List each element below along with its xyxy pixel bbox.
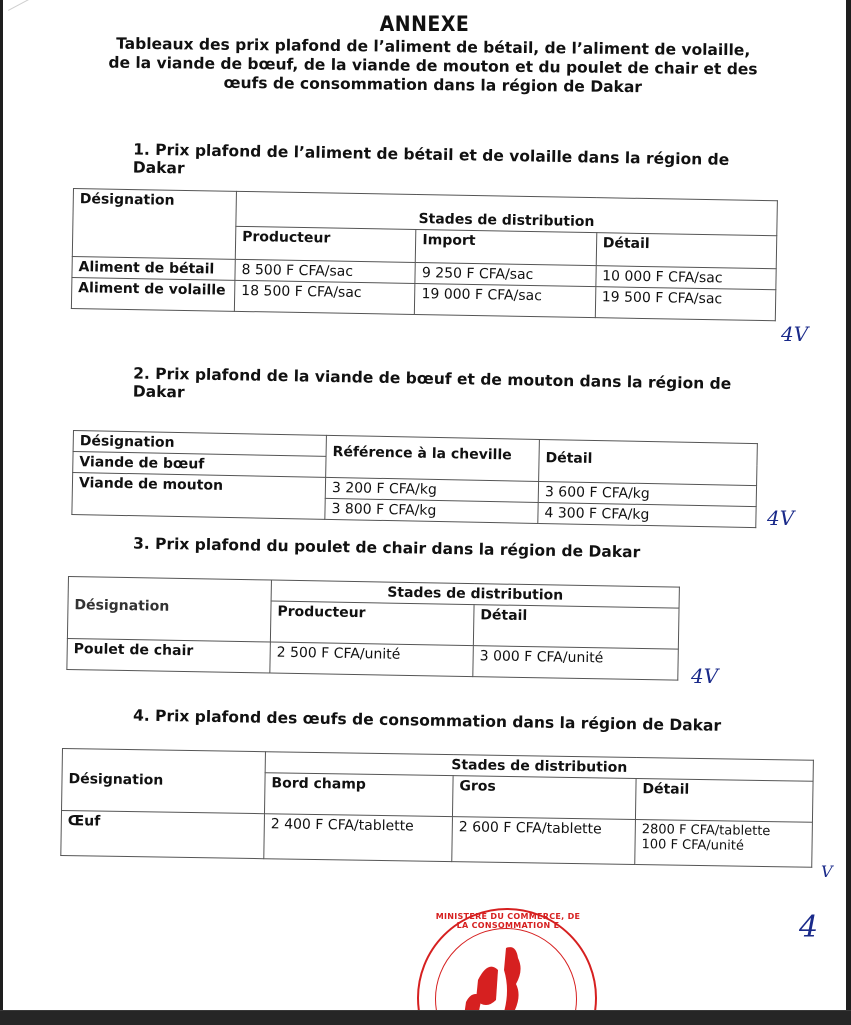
section-3-title	[133, 535, 763, 564]
cell-value: 3 000 F CFA/unité	[473, 646, 679, 681]
table-aliment	[71, 188, 778, 321]
section-number: 1.	[133, 140, 151, 159]
column-header: Producteur	[235, 226, 416, 262]
page-subtitle: Tableaux des prix plafond de l’aliment de bétail, de l’aliment de volaille, de la viande de bœuf, de la viande de mouton et du poulet de chair et des œufs de consommation dans la région de Dakar	[108, 34, 758, 97]
column-header: Détail	[596, 233, 777, 269]
designation-header: Désignation	[67, 577, 271, 643]
cell-value: 3 800 F CFA/kg	[325, 498, 538, 523]
cell-value-line: 100 F CFA/unité	[641, 837, 745, 854]
table-oeufs	[60, 748, 814, 868]
cell-value: 19 000 F CFA/sac	[415, 283, 596, 317]
stamp-text: MINISTERE DU COMMERCE, DE LA CONSOMMATION E	[435, 912, 581, 930]
cell-value: 10 000 F CFA/sac	[596, 266, 777, 290]
document-page	[3, 0, 846, 1010]
cell-value: 9 250 F CFA/sac	[415, 262, 596, 286]
row-label: Viande de mouton	[72, 473, 326, 520]
section-heading: Prix plafond du poulet de chair dans la région de Dakar	[154, 534, 641, 562]
cell-value	[635, 820, 813, 868]
column-header: Détail	[473, 605, 679, 650]
cell-value-line: 2800 F CFA/tablette	[641, 822, 771, 840]
column-header: Bord champ	[264, 773, 453, 817]
cell-value: 2 600 F CFA/tablette	[452, 817, 636, 865]
cell-value: 2 500 F CFA/unité	[270, 642, 474, 677]
handwritten-initials: 4V	[691, 664, 719, 688]
handwritten-initials: 4V	[767, 506, 795, 530]
designation-header: Désignation	[62, 749, 266, 814]
handwritten-initials: V	[821, 862, 833, 881]
group-header: Stades de distribution	[236, 191, 778, 235]
section-number: 3.	[132, 534, 150, 553]
section-1-title	[133, 141, 764, 188]
cell-value: 2 400 F CFA/tablette	[264, 814, 453, 862]
cell-value: 4 300 F CFA/kg	[538, 502, 756, 527]
viewer-bottom-bar	[0, 1010, 851, 1025]
table-poulet	[66, 576, 680, 681]
section-heading: Prix plafond de l’aliment de bétail et de volaille dans la région de Dakar	[132, 140, 730, 178]
row-label: Œuf	[61, 811, 265, 859]
section-4-title	[133, 707, 763, 736]
page-title: ANNEXE	[379, 12, 470, 36]
column-header: Producteur	[270, 601, 474, 646]
row-label: Poulet de chair	[67, 638, 271, 673]
handwritten-signature-mark: 4	[799, 910, 819, 945]
cell-value: 3 600 F CFA/kg	[538, 481, 756, 506]
stamp-emblem-icon	[458, 940, 548, 1010]
section-number: 2.	[133, 364, 151, 383]
group-header: Stades de distribution	[271, 580, 679, 608]
cell-value: 8 500 F CFA/sac	[235, 259, 416, 283]
designation-header: Désignation	[72, 189, 236, 260]
scan-artifact-line	[8, 0, 88, 11]
column-header: Détail	[635, 779, 813, 823]
row-label: Aliment de bétail	[72, 256, 235, 280]
designation-header: Désignation	[73, 431, 326, 457]
cell-value: 18 500 F CFA/sac	[234, 280, 415, 314]
cell-value: 3 200 F CFA/kg	[325, 477, 538, 502]
table-viande	[71, 430, 758, 528]
cell-value: 19 500 F CFA/sac	[595, 287, 776, 321]
section-number: 4.	[132, 706, 150, 725]
column-header: Référence à la cheville	[326, 435, 540, 481]
group-header: Stades de distribution	[265, 752, 813, 782]
column-header: Import	[416, 229, 597, 265]
row-label: Aliment de volaille	[71, 277, 235, 311]
section-heading: Prix plafond des œufs de consommation dans la région de Dakar	[154, 706, 722, 735]
handwritten-initials: 4V	[781, 322, 809, 346]
section-heading: Prix plafond de la viande de bœuf et de mouton dans la région de Dakar	[132, 364, 732, 402]
column-header: Gros	[452, 776, 636, 820]
column-header: Détail	[539, 439, 758, 485]
row-label: Viande de bœuf	[73, 452, 326, 478]
section-2-title	[133, 365, 764, 412]
